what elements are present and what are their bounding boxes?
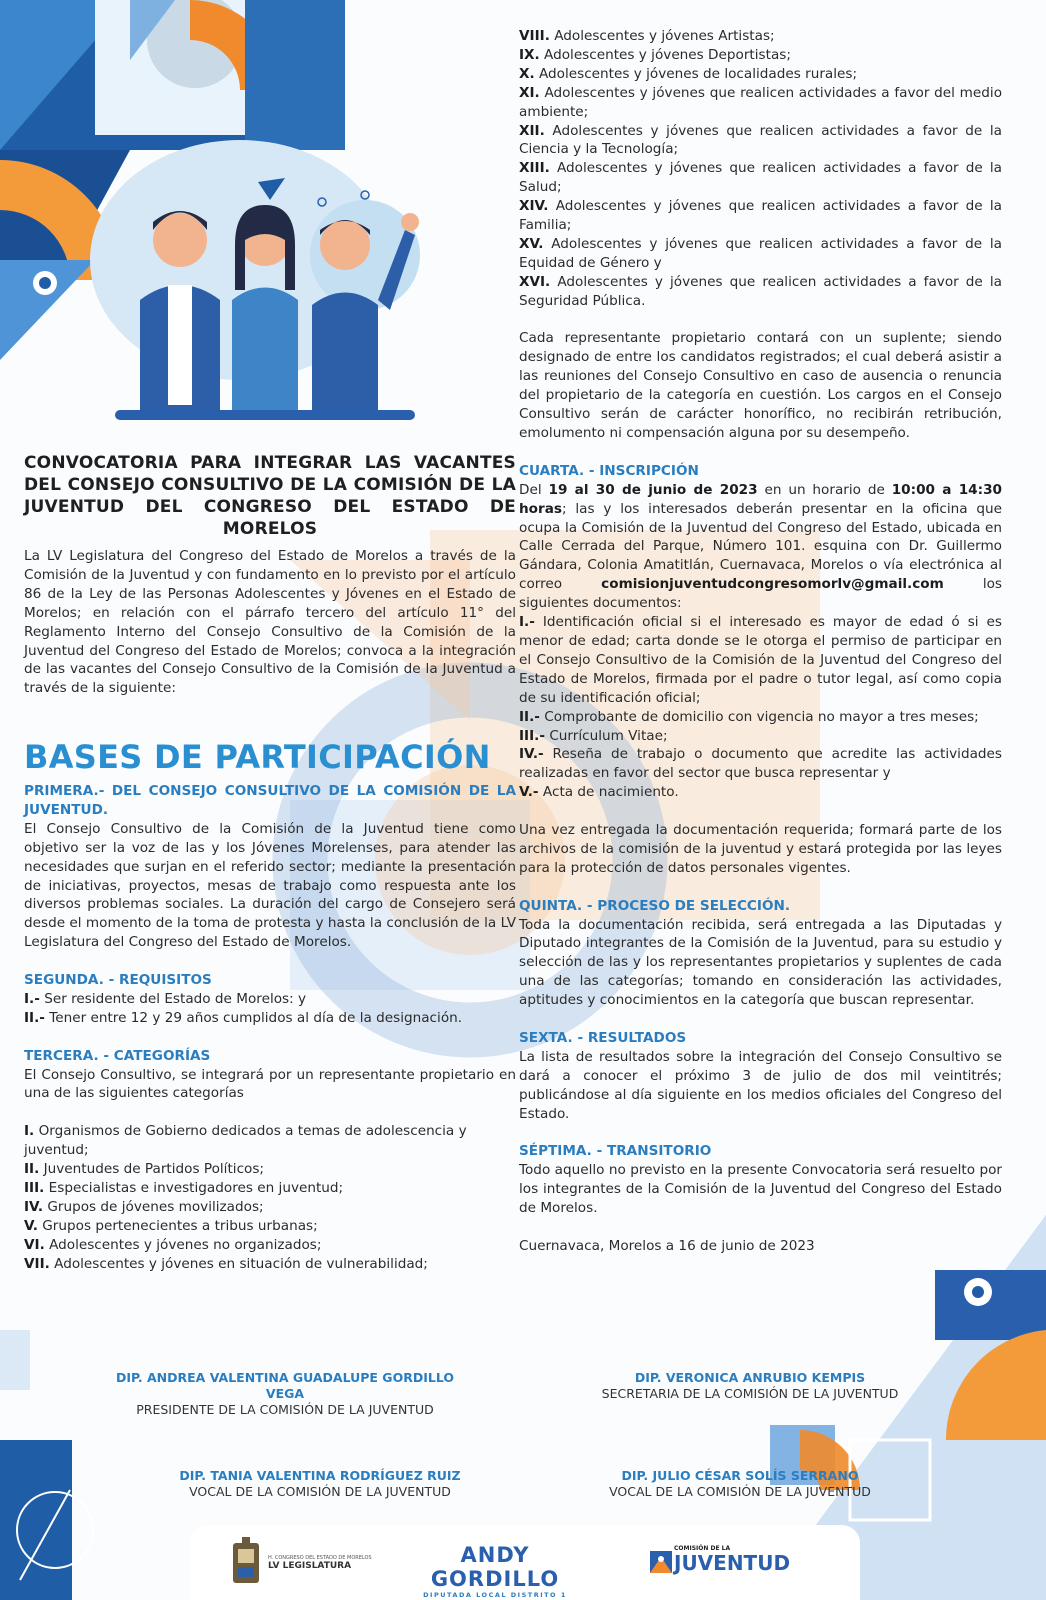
category-item: V. Grupos pertenecientes a tribus urbanas; [24, 1217, 318, 1234]
sexta-heading: SEXTA. - RESULTADOS [519, 1029, 687, 1046]
andy-gordillo-logo [395, 1543, 595, 1599]
category-item: IX. Adolescentes y jóvenes Deportistas; [519, 46, 791, 63]
category-item: VI. Adolescentes y jóvenes no organizados; [24, 1236, 322, 1253]
categories-list-part2 [519, 27, 1002, 311]
signatory-name: DIP. JULIO CÉSAR SOLÍS SERRANO [621, 1468, 859, 1483]
category-item: VII. Adolescentes y jóvenes en situación de vulnerabilidad; [24, 1255, 428, 1272]
category-item: II. Juventudes de Partidos Políticos; [24, 1161, 265, 1178]
document-title: CONVOCATORIA PARA INTEGRAR LAS VACANTES DEL CONSEJO CONSULTIVO DE LA COMISIÓN DE LA JUVENTUD DEL CONGRESO DEL ESTADO DE MORELOS [24, 453, 516, 539]
youth-commission-logo [674, 1545, 804, 1574]
signature-vocal-2 [560, 1468, 920, 1500]
quinta-text: Toda la documentación recibida, será entregada a las Diputadas y Diputado integrantes de la Comisión de la Juventud, para su estudio y selección de las y los representantes propietarios y suplentes de cada una de las categorías; tomando en consideración las actividades, aptitudes y conocimientos en la categoría que buscan representar. [519, 916, 1002, 1009]
category-item: XV. Adolescentes y jóvenes que realicen actividades a favor de la Equidad de Género y [519, 235, 1002, 271]
segunda-heading: SEGUNDA. - REQUISITOS [24, 972, 212, 989]
left-column [24, 782, 516, 1274]
signatory-name: DIP. VERONICA ANRUBIO KEMPIS [634, 1370, 866, 1385]
commission-big-label: JUVENTUD [674, 1551, 791, 1575]
commission-small-label: COMISIÓN DE LA [674, 1545, 731, 1552]
sexta-text: La lista de resultados sobre la integración del Consejo Consultivo se dará a conocer el próximo 3 de julio de dos mil veintitrés; publicándose al día siguiente en los medios oficiales del Congreso del Estado. [519, 1048, 1002, 1122]
signatory-name: DIP. TANIA VALENTINA RODRÍGUEZ RUIZ [179, 1468, 461, 1483]
legislatura-logo [268, 1555, 372, 1572]
youth-commission-icon [650, 1551, 672, 1573]
category-item: III. Especialistas e investigadores en juventud; [24, 1179, 344, 1196]
signatory-role: VOCAL DE LA COMISIÓN DE LA JUVENTUD [189, 1484, 451, 1499]
suplente-paragraph: Cada representante propietario contará con un suplente; siendo designado de entre los candidatos registrados; el cual deberá asistir a las reuniones del Consejo Consultivo en caso de ausencia o renuncia del propietario de la categoría en cuestión. Los cargos en el Consejo Consultivo serán de carácter honorífico, no recibirán retribución, emolumento ni compensación alguna por su desempeño. [519, 330, 1002, 442]
place-date: Cuernavaca, Morelos a 16 de junio de 2023 [519, 1237, 815, 1254]
legislatura-caption: H. CONGRESO DEL ESTADO DE MORELOS [268, 1555, 372, 1561]
signatory-role: VOCAL DE LA COMISIÓN DE LA JUVENTUD [609, 1484, 871, 1499]
document-item: I.- Identificación oficial si el interesado es mayor de edad ó si es menor de edad; carta donde se le otorga el permiso de participar en el Consejo Consultivo de la Comisión de la Juventud del Congreso del Estado de Morelos, firmada por el padre o tutor legal, así como copia de su identificación oficial; [519, 614, 1002, 706]
category-item: XVI. Adolescentes y jóvenes que realicen actividades a favor de la Seguridad Pública. [519, 273, 1002, 309]
category-item: XI. Adolescentes y jóvenes que realicen actividades a favor del medio ambiente; [519, 84, 1003, 120]
email-link[interactable]: comisionjuventudcongresomorlv@gmail.com [601, 576, 944, 593]
signatory-role: PRESIDENTE DE LA COMISIÓN DE LA JUVENTUD [136, 1402, 434, 1417]
tercera-text: El Consejo Consultivo, se integrará por un representante propietario en una de las siguientes categorías [24, 1066, 516, 1102]
quinta-heading: QUINTA. - PROCESO DE SELECCIÓN. [519, 897, 791, 914]
signatory-name: DIP. ANDREA VALENTINA GUADALUPE GORDILLO VEGA [116, 1370, 454, 1401]
document-item: II.- Comprobante de domicilio con vigencia no mayor a tres meses; [519, 708, 979, 725]
signature-vocal-1 [140, 1468, 500, 1500]
footer-logos [190, 1525, 860, 1600]
legislatura-label: LV LEGISLATURA [268, 1561, 352, 1571]
primera-heading: PRIMERA.- DEL CONSEJO CONSULTIVO DE LA COMISIÓN DE LA JUVENTUD. [24, 783, 516, 818]
septima-text: Todo aquello no previsto en la presente Convocatoria será resuelto por los integrantes de la Comisión de la Juventud del Congreso del Estado de Morelos. [519, 1162, 1002, 1217]
category-item: X. Adolescentes y jóvenes de localidades rurales; [519, 65, 858, 82]
category-item: XIII. Adolescentes y jóvenes que realicen actividades a favor de la Salud; [519, 160, 1002, 196]
signature-secretary [570, 1370, 930, 1402]
signatory-role: SECRETARIA DE LA COMISIÓN DE LA JUVENTUD [601, 1386, 899, 1401]
primera-text: El Consejo Consultivo de la Comisión de la Juventud tiene como objetivo ser la voz de las y los Jóvenes Morelenses, para atender las necesidades que surjan en el referido sector; mediante la presentación de iniciativas, proyectos, mesas de trabajo como respuesta ante los diversos problemas sociales. La duración del cargo de Consejero será desde el momento de la toma de protesta y hasta la conclusión de la LV Legislatura del Congreso del Estado de Morelos. [24, 820, 516, 951]
congress-seal-icon [230, 1537, 262, 1587]
andy-subtitle: DIPUTADA LOCAL DISTRITO 1 [423, 1591, 567, 1599]
category-item: I. Organismos de Gobierno dedicados a temas de adolescencia y juventud; [24, 1123, 467, 1159]
cuarta-heading: CUARTA. - INSCRIPCIÓN [519, 462, 699, 479]
right-column [519, 27, 1002, 1256]
document-item: III.- Currículum Vitae; [519, 727, 668, 744]
segunda-item-1: I.- Ser residente del Estado de Morelos: y [24, 990, 307, 1007]
signature-president [110, 1370, 460, 1418]
intro-paragraph: La LV Legislatura del Congreso del Estado de Morelos a través de la Comisión de la Juventud y con fundamento en lo previsto por el artículo 86 de la Ley de las Personas Adolescentes y Jóvenes en el Estado de Morelos; en relación con el párrafo tercero del artículo 11° del Reglamento Interno del Consejo Consultivo de la Comisión de la Juventud del Congreso del Estado de Morelos; convoca a la integración de las vacantes del Consejo Consultivo de la Comisión de la Juventud a través de la siguiente: [24, 548, 516, 697]
tercera-heading: TERCERA. - CATEGORÍAS [24, 1047, 211, 1064]
category-item: XII. Adolescentes y jóvenes que realicen actividades a favor de la Ciencia y la Tecnología; [519, 122, 1002, 158]
bases-heading: BASES DE PARTICIPACIÓN [24, 738, 491, 776]
cuarta-closing: Una vez entregada la documentación requerida; formará parte de los archivos de la comisión de la juventud y estará protegida por las leyes para la protección de datos personales vigentes. [519, 822, 1002, 876]
document-item: V.- Acta de nacimiento. [519, 784, 679, 801]
septima-heading: SÉPTIMA. - TRANSITORIO [519, 1143, 712, 1160]
cuarta-paragraph: Del 19 al 30 de junio de 2023 en un horario de 10:00 a 14:30 horas; las y los interesados deberán presentar en la oficina que ocupa la Comisión de la Juventud del Congreso del Estado, ubicada en Calle Cerrada del Parque, Número 101. esquina con Dr. Guillermo Gándara, Colonia Amatitlán, Cuernavaca, Morelos o vía electrónica al correo comisionjuventudcongresomorlv@gmail.com los siguientes documentos: [519, 481, 1002, 612]
category-item: VIII. Adolescentes y jóvenes Artistas; [519, 28, 775, 44]
categories-list-part1 [24, 1122, 516, 1273]
andy-name: ANDY GORDILLO [430, 1543, 560, 1591]
document-item: IV.- Reseña de trabajo o documento que acredite las actividades realizadas en favor del sector que busca representar y [519, 746, 1002, 782]
segunda-item-2: II.- Tener entre 12 y 29 años cumplidos al día de la designación. [24, 1009, 463, 1026]
category-item: IV. Grupos de jóvenes movilizados; [24, 1198, 264, 1215]
category-item: XIV. Adolescentes y jóvenes que realicen actividades a favor de la Familia; [519, 198, 1002, 234]
